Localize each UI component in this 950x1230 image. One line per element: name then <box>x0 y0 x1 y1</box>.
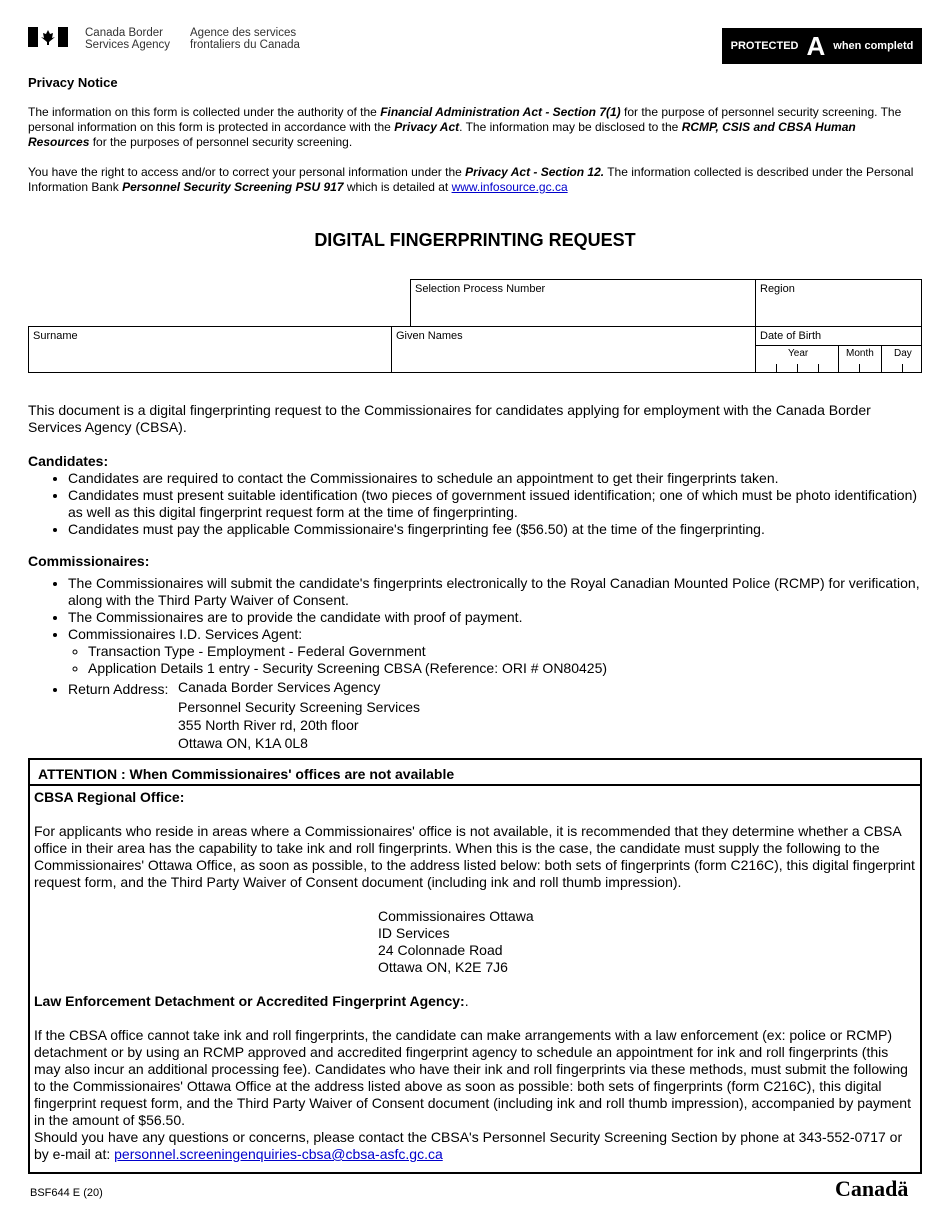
address-line: 355 North River rd, 20th floor <box>178 717 359 733</box>
address-line: Canada Border Services Agency <box>178 679 381 695</box>
region-label: Region <box>760 283 795 295</box>
privacy-notice-title: Privacy Notice <box>28 75 118 90</box>
address-line: 24 Colonnade Road <box>378 942 503 958</box>
privacy-paragraph-1: The information on this form is collected under the authority of the Financial Administration Act - Section 7(1) for the purpose of personnel security screening. The personal information on this form is protected in accordance with the Privacy Act. The information may be disclosed to the RCMP, CSIS and CBSA Human Resources for the purposes of personnel security screening. <box>28 105 902 149</box>
protected-suffix: when completd <box>833 40 914 52</box>
region-field[interactable] <box>755 279 922 327</box>
candidates-list <box>28 470 920 538</box>
selection-process-label: Selection Process Number <box>415 283 546 295</box>
given-names-label: Given Names <box>396 330 463 342</box>
attention-box <box>28 758 922 1174</box>
list-item: ◦ Transaction Type - Employment - Federal Government <box>88 643 920 660</box>
regional-office-heading: CBSA Regional Office: <box>34 789 185 805</box>
list-item: • The Commissionaires will submit the candidate's fingerprints electronically to the Royal Canadian Mounted Police (RCMP) for verification, along with the Third Party Waiver of Consent. <box>68 575 920 609</box>
dob-day-label: Day <box>894 348 912 359</box>
agency-name-fr <box>190 27 300 51</box>
list-item: • Candidates are required to contact the Commissionaires to schedule an appointment to get their fingerprints taken. <box>68 470 920 487</box>
attention-heading: ATTENTION : When Commissionaires' offices are not available <box>30 760 920 786</box>
list-item: ◦ Application Details 1 entry - Security Screening CBSA (Reference: ORI # ON80425) <box>88 660 920 677</box>
contact-text: Should you have any questions or concerns, please contact the CBSA's Personnel Security Screening Section by phone at 343-552-0717 or by e-mail at: personnel.screeningenquiries-cbsa@cbsa-asfc.gc.ca <box>34 1129 903 1162</box>
privacy-paragraph-2: You have the right to access and/or to correct your personal information under the Privacy Act - Section 12. The information collected is described under the Personal Information Bank Personnel Security Screening PSU 917 which is detailed at www.infosource.gc.ca <box>28 165 914 194</box>
dob-month-label: Month <box>846 348 874 359</box>
date-of-birth-field[interactable] <box>755 326 922 373</box>
list-item: • Candidates must pay the applicable Commissionaire's fingerprinting fee ($56.50) at the time of the fingerprinting. <box>68 521 920 538</box>
candidates-heading: Candidates: <box>28 453 109 469</box>
agent-sublist <box>68 643 920 677</box>
return-address <box>178 678 420 752</box>
given-names-field[interactable] <box>391 326 756 373</box>
intro-text: This document is a digital fingerprinting request to the Commissionaires for candidates applying for employment with the Canada Border Services Agency (CBSA). <box>28 402 871 435</box>
law-enforcement-heading: Law Enforcement Detachment or Accredited Fingerprint Agency: <box>34 993 465 1009</box>
canada-flag-icon <box>28 27 68 47</box>
ottawa-address <box>378 908 916 976</box>
law-enforcement-text: If the CBSA office cannot take ink and roll fingerprints, the candidate can make arrangements with a law enforcement (ex: police or RCMP) detachment or by using an RCMP approved and accredited fingerprint agency to schedule an appointment for ink and roll fingerprints (this may also incur an additional processing fee). Candidates who have their ink and roll fingerprints via these methods, must submit the following to the Commissionaires' Ottawa Office at the address listed above as soon as possible: both sets of fingerprints (form C216C), this digital fingerprint request form, and the Third Party Waiver of Consent document (including ink and roll thumb impression), accompanied by payment in the amount of $56.50. <box>34 1027 911 1128</box>
attention-body: CBSA Regional Office: For applicants who reside in areas where a Commissionaires' office is not available, it is recommended that they determine whether a CBSA office in their area has the capability to take ink and roll fingerprints. When this is the case, the candidate must supply the following to the Commissionaires' Ottawa Office, as soon as possible, to the address listed below: both sets of fingerprints (form C216C), this digital fingerprint request form, and the Third Party Waiver of Consent document (including ink and roll thumb impression). Commissionaires Ottawa ID Services 24 Colonnade Road Ottawa ON, K2E 7J6 Law Enforcement Detachment or Accredited Fingerprint Agency:. If the CBSA office cannot take ink and roll fingerprints, the candidate can make arrangements with a law enforcement (ex: police or RCMP) detachment or by using an RCMP approved and accredited fingerprint agency to schedule an appointment for ink and roll fingerprints (this may also incur an additional processing fee). Candidates who have their ink and roll fingerprints via these methods, must submit the following to the Commissionaires' Ottawa Office at the address listed above as soon as possible: both sets of fingerprints (form C216C), this digital fingerprint request form, and the Third Party Waiver of Consent document (including ink and roll thumb impression), accompanied by payment in the amount of $56.50. Should you have any questions or concerns, please contact the CBSA's Personnel Security Screening Section by phone at 343-552-0717 or by e-mail at: personnel.screeningenquiries-cbsa@cbsa-asfc.gc.ca <box>34 789 915 1162</box>
canada-wordmark: Canadä <box>835 1176 909 1201</box>
regional-office-text: For applicants who reside in areas where a Commissionaires' office is not available, it is recommended that they determine whether a CBSA office in their area has the capability to take ink and roll fingerprints. When this is the case, the candidate must supply the following to the Commissionaires' Ottawa Office, as soon as possible, to the address listed below: both sets of fingerprints (form C216C), this digital fingerprint request form, and the Third Party Waiver of Consent document (including ink and roll thumb impression). <box>34 823 915 890</box>
return-address-label: • Return Address: <box>68 681 920 698</box>
protected-banner <box>722 28 922 64</box>
protected-label: PROTECTED <box>730 40 799 52</box>
agency-fr-line1: Agence des services <box>190 27 297 39</box>
agency-name-en <box>85 27 170 51</box>
commissionaires-heading: Commissionaires: <box>28 553 150 569</box>
contact-email-link[interactable]: personnel.screeningenquiries-cbsa@cbsa-asfc.gc.ca <box>114 1146 443 1162</box>
dob-label: Date of Birth <box>760 330 822 342</box>
form-title: DIGITAL FINGERPRINTING REQUEST <box>314 230 636 250</box>
list-item: • The Commissionaires are to provide the candidate with proof of payment. <box>68 609 920 626</box>
dob-year-label: Year <box>788 348 809 359</box>
candidates-section <box>28 453 920 538</box>
address-line: ID Services <box>378 925 450 941</box>
address-line: Commissionaires Ottawa <box>378 908 534 924</box>
agency-en-line2: Services Agency <box>85 39 171 51</box>
form-code: BSF644 E (20) <box>30 1187 103 1199</box>
surname-field[interactable] <box>28 326 392 373</box>
list-item: Commissionaires I.D. Services Agent: <box>68 626 303 642</box>
infosource-link[interactable]: www.infosource.gc.ca <box>451 180 568 194</box>
selection-process-field[interactable] <box>410 279 756 327</box>
address-line: Ottawa ON, K1A 0L8 <box>178 735 308 751</box>
commissionaires-section <box>28 553 920 698</box>
list-item: • Candidates must present suitable identification (two pieces of government issued identification; one of which must be photo identification) as well as this digital fingerprint request form at the time of fingerprinting. <box>68 487 920 521</box>
agency-fr-line2: frontaliers du Canada <box>190 39 300 51</box>
protected-letter: A <box>806 30 826 61</box>
surname-label: Surname <box>33 330 78 342</box>
agency-en-line1: Canada Border <box>85 27 163 39</box>
dob-subfields <box>756 345 921 373</box>
commissionaires-list <box>28 575 920 698</box>
address-line: Personnel Security Screening Services <box>178 699 421 715</box>
address-line: Ottawa ON, K2E 7J6 <box>378 959 508 975</box>
